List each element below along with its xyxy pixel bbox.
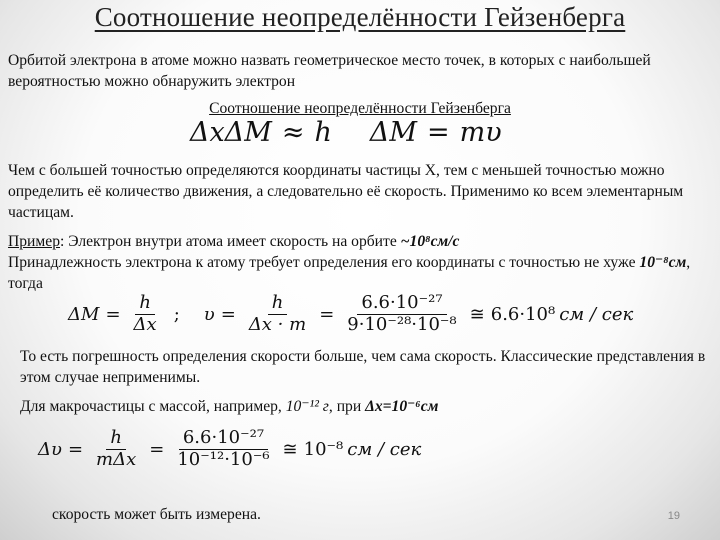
example-paragraph xyxy=(8,231,708,294)
formula-eq: = xyxy=(427,117,450,148)
example-speed: ~10⁸см/с xyxy=(400,233,460,250)
f2-h2: h xyxy=(268,293,288,315)
f3-eq: = xyxy=(67,438,84,460)
formula-lhs: ΔxΔM xyxy=(190,117,272,148)
f2-den: 9·10⁻²⁸·10⁻⁸ xyxy=(347,313,457,335)
macro-text1: Для макрочастицы с массой, например, xyxy=(20,398,286,415)
f3-h: h xyxy=(106,428,126,450)
f3-frac-h-mdx xyxy=(92,428,140,470)
f2-sep: ; xyxy=(173,303,180,325)
f2-dxm: Δx · m xyxy=(248,313,307,335)
f3-num: 6.6·10⁻²⁷ xyxy=(179,428,268,450)
macro-mass: 10⁻¹² г xyxy=(285,398,329,415)
f3-den: 10⁻¹²·10⁻⁶ xyxy=(177,448,270,470)
f2-dm: ΔM xyxy=(68,303,100,325)
macro-paragraph xyxy=(20,396,710,417)
formula-h: h xyxy=(314,117,332,148)
f3-eq2: = xyxy=(149,438,165,460)
f2-eq: = xyxy=(105,303,121,325)
example-precision: 10⁻⁸см xyxy=(639,254,687,271)
relation-caption: Соотношение неопределённости Гейзенберга xyxy=(209,100,511,117)
f2-frac-numeric xyxy=(343,293,460,335)
f2-unit: см / сек xyxy=(559,303,634,325)
f2-dx: Δx xyxy=(133,313,157,335)
intro-paragraph: Орбитой электрона в атоме можно назвать геометрическое место точек, в которых с наибольшей вероятностью можно обнаружить электрон xyxy=(8,52,651,90)
f2-result: 6.6·10⁸ xyxy=(490,303,556,325)
macro-dx: Δx=10⁻⁶см xyxy=(365,398,439,415)
macro-formula xyxy=(38,428,421,470)
final-conclusion: скорость может быть измерена. xyxy=(52,506,261,523)
f3-dv: Δυ xyxy=(38,438,62,460)
example-label: Пример xyxy=(8,233,60,250)
precision-paragraph: Чем с большей точностью определяются координаты частицы X, тем с меньшей точностью можно определить её количество движения, а следовательно её скорость. Применимо ко всем элементарным частицам. xyxy=(8,162,684,221)
macro-text2: , при xyxy=(328,398,366,415)
f2-eq3: = xyxy=(319,303,335,325)
f2-approx: ≅ xyxy=(469,303,485,325)
f2-frac-h-dxm xyxy=(245,293,310,335)
f3-frac-numeric xyxy=(173,428,273,470)
formula-dm: ΔM xyxy=(369,117,418,148)
f3-unit: см / сек xyxy=(347,438,422,460)
example-text1: : Электрон внутри атома имеет скорость на орбите xyxy=(60,233,401,250)
example-text2: Принадлежность электрона к атому требует определения его координаты с точностью не хуже xyxy=(8,254,640,271)
conclusion-paragraph: То есть погрешность определения скорости больше, чем сама скорость. Классические представления в этом случае неприменимы. xyxy=(20,348,706,386)
velocity-formula xyxy=(68,293,633,335)
formula-mv: mυ xyxy=(459,117,502,148)
f3-mdx: mΔx xyxy=(96,448,137,470)
f3-approx: ≅ xyxy=(282,438,298,460)
f2-v: υ xyxy=(203,303,215,325)
example-text3: , тогда xyxy=(8,254,691,292)
f2-eq2: = xyxy=(220,303,236,325)
f2-frac-h-dx xyxy=(130,293,161,335)
f3-result: 10⁻⁸ xyxy=(303,438,344,460)
page-number: 19 xyxy=(667,510,680,522)
page-title: Соотношение неопределённости Гейзенберга xyxy=(94,2,626,32)
f2-num: 6.6·10⁻²⁷ xyxy=(357,293,446,315)
heisenberg-formula xyxy=(190,117,502,148)
f2-h: h xyxy=(135,293,155,315)
formula-approx: ≈ xyxy=(281,117,305,148)
